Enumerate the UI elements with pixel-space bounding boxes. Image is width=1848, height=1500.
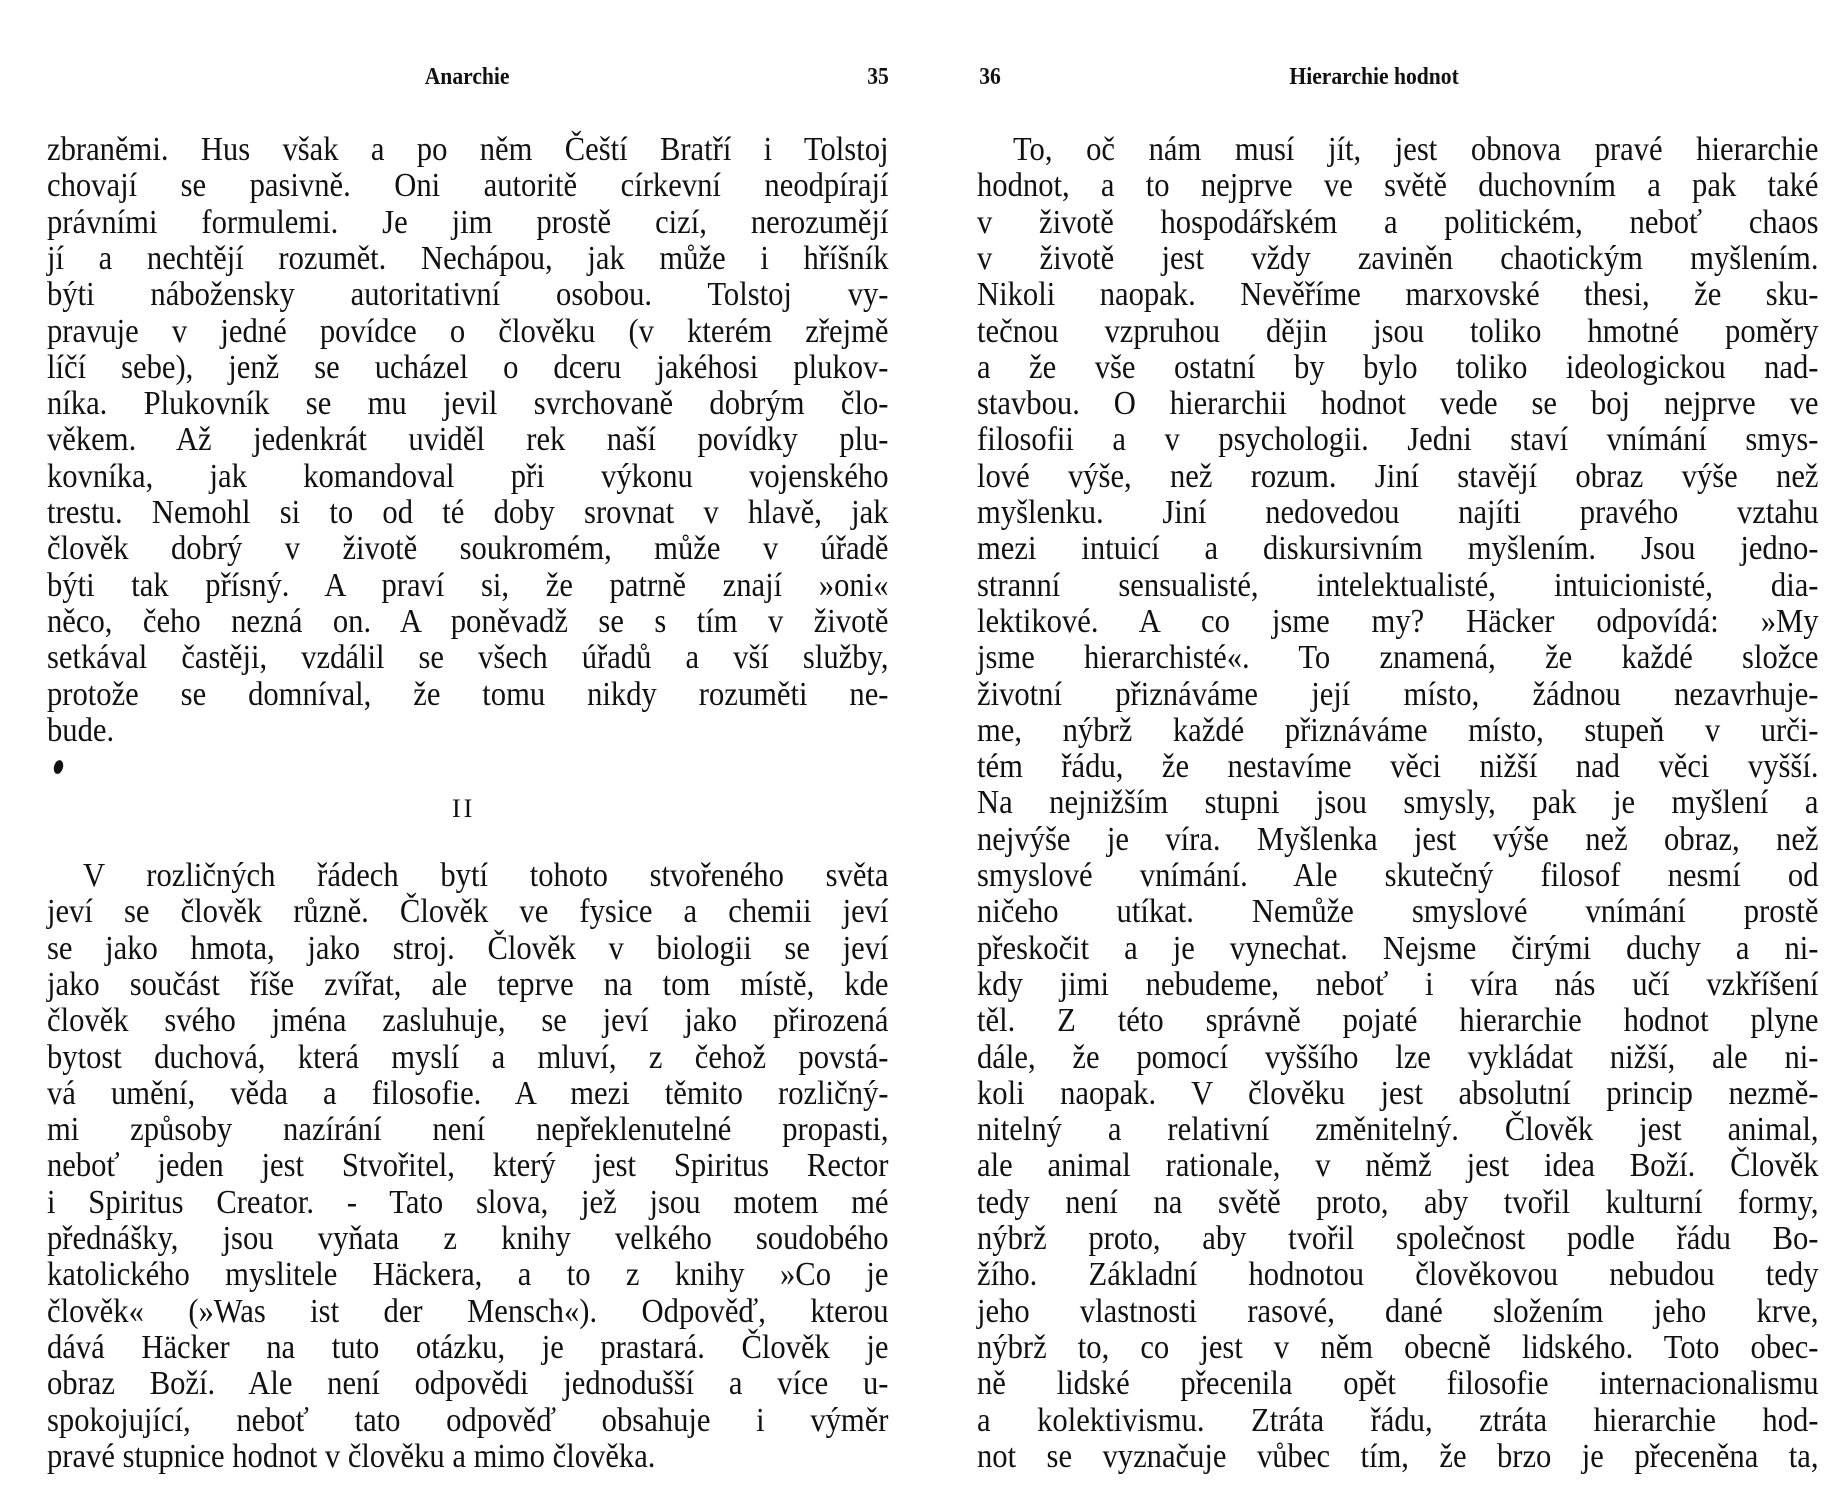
text-line: V rozličných řádech bytí tohoto stvořeného světa [83,857,889,894]
text-line: myšlenku. Jiní nedovedou najíti pravého vztahu [977,494,1819,531]
text-line: kdy jimi nebudeme, neboť i víra nás učí vzkříšení [977,965,1819,1003]
text-line: kovníka, jak komandoval při výkonu vojenského [47,457,889,495]
text-line: ničeho utíkat. Nemůže smyslové vnímání prostě [977,893,1819,931]
text-line: jeví se člověk různě. Člověk ve fysice a chemii jeví [47,893,889,931]
text-line: not se vyznačuje vůbec tím, že brzo je přeceněna ta, [977,1437,1819,1475]
text-line: a že vše ostatní by bylo toliko ideologickou nad- [977,348,1819,386]
text-line: obraz Boží. Ale není odpovědi jednodušší a více u- [47,1365,889,1403]
text-line: něco, čeho nezná on. A poněvadž se s tím v životě [47,602,889,640]
text-line: me, nýbrž každé přiznáváme místo, stupeň v urči- [977,711,1819,749]
text-line: jsme hierarchisté«. To znamená, že každé složce [977,639,1819,677]
text-line: jako součást říše zvířat, ale teprve na tom místě, kde [47,965,889,1003]
text-line: pravuje v jedné povídce o člověku (v kterém zřejmě [47,312,889,350]
text-line: tém řádu, že nestavíme věci nižší nad věci vyšší. [977,748,1819,786]
text-line: dále, že pomocí vyššího lze vykládat nižší, ale ni- [977,1038,1819,1076]
text-line: hodnot, a to nejprve ve světě duchovním a pak také [977,167,1819,205]
text-line: těl. Z této správně pojaté hierarchie hodnot plyne [977,1002,1819,1040]
right-page [977,0,1819,1500]
text-line: katolického myslitele Häckera, a to z knihy »Co je [47,1256,889,1294]
text-line: nitelný a relativní změnitelný. Člověk jest animal, [977,1111,1819,1149]
left-running-head: Anarchie [424,64,510,90]
text-line: v životě hospodářském a politickém, neboť chaos [977,203,1819,241]
text-line: vá umění, věda a filosofie. A mezi těmito rozličný- [47,1074,889,1112]
text-line: nýbrž proto, aby tvořil společnost podle řádu Bo- [977,1220,1819,1257]
text-line: nejvýše je víra. Myšlenka jest výše než obraz, než [977,820,1819,858]
left-page [47,0,889,1500]
text-line: Nikoli naopak. Nevěříme marxovské thesi, že sku- [977,276,1819,314]
text-line: býti nábožensky autoritativní osobou. Tolstoj vy- [47,276,889,314]
text-line: lové výše, než rozum. Jiní stavějí obraz výše než [977,457,1819,495]
text-line: neboť jeden jest Stvořitel, který jest Spiritus Rector [47,1147,889,1185]
text-line: přeskočit a je vynechat. Nejsme čirými duchy a ni- [977,929,1819,967]
text-line: bytost duchová, která myslí a mluví, z čehož povstá- [47,1038,889,1076]
text-line: životní přiznáváme její místo, žádnou nezavrhuje- [977,675,1819,713]
text-line: i Spiritus Creator. - Tato slova, jež jsou motem mé [47,1183,889,1221]
text-line: právními formulemi. Je jim prostě cizí, nerozumějí [47,203,889,241]
text-line: žího. Základní hodnotou člověkovou nebudou tedy [977,1256,1819,1294]
text-line: mi způsoby nazírání není nepřeklenutelné propasti, [47,1111,889,1149]
text-line: věkem. Až jedenkrát uviděl rek naší povídky plu- [47,421,889,459]
text-line: trestu. Nemohl si to od té doby srovnat v hlavě, jak [47,494,889,531]
text-line: člověk« (»Was ist der Mensch«). Odpověď, kterou [47,1292,889,1330]
text-line: ale animal rationale, v němž jest idea Boží. Člověk [977,1147,1819,1185]
text-line: To, oč nám musí jít, jest obnova pravé hierarchie [1013,131,1819,168]
text-line: smyslové vnímání. Ale skutečný filosof nesmí od [977,857,1819,894]
text-line: člověk dobrý v životě soukromém, může v úřadě [47,530,889,568]
text-line: pravé stupnice hodnot v člověku a mimo člověka. [47,1437,656,1475]
text-line: člověk svého jména zasluhuje, se jeví jako přirozená [47,1002,889,1040]
section-heading: II [452,794,476,823]
text-line: koli naopak. V člověku jest absolutní princip nezmě- [977,1074,1819,1112]
text-line: zbraněmi. Hus však a po něm Čeští Bratří i Tolstoj [47,131,889,168]
left-page-number: 35 [867,64,889,90]
text-line: chovají se pasivně. Oni autoritě církevní neodpírají [47,167,889,205]
text-line: tedy není na světě proto, aby tvořil kulturní formy, [977,1183,1819,1221]
text-line: spokojující, neboť tato odpověď obsahuje i výměr [47,1401,889,1439]
text-line: tečnou vzpruhou dějin jsou toliko hmotné poměry [977,312,1819,350]
text-line: v životě jest vždy zaviněn chaotickým myšlením. [977,239,1819,277]
text-line: filosofii a v psychologii. Jedni staví vnímání smys- [977,421,1819,459]
text-line: Na nejnižším stupni jsou smysly, pak je myšlení a [977,784,1819,822]
text-line: protože se domníval, že tomu nikdy rozuměti ne- [47,675,889,713]
text-line: přednášky, jsou vyňata z knihy velkého soudobého [47,1220,889,1257]
text-line: stavbou. O hierarchii hodnot vede se boj nejprve ve [977,385,1819,423]
text-line: níka. Plukovník se mu jevil svrchovaně dobrým člo- [47,385,889,423]
text-line: nýbrž to, co jest v něm obecně lidského. Toto obec- [977,1328,1819,1366]
text-line: jeho vlastnosti rasové, dané složením jeho krve, [977,1292,1819,1330]
text-line: líčí sebe), jenž se ucházel o dceru jakéhosi plukov- [47,348,889,386]
text-line: býti tak přísný. A praví si, že patrně znají »oni« [47,566,889,604]
right-running-head: Hierarchie hodnot [1289,64,1459,90]
text-line: mezi intuicí a diskursivním myšlením. Jsou jedno- [977,530,1819,568]
text-line: a kolektivismu. Ztráta řádu, ztráta hierarchie hod- [977,1401,1819,1439]
text-line: bude. [47,711,115,749]
right-page-number: 36 [979,64,1001,90]
text-line: jí a nechtějí rozumět. Nechápou, jak může i hříšník [47,239,889,277]
text-line: stranní sensualisté, intelektualisté, intuicionisté, dia- [977,566,1819,604]
text-line: lektikové. A co jsme my? Häcker odpovídá: »My [977,602,1819,640]
text-line: dává Häcker na tuto otázku, je prastará. Člověk je [47,1328,889,1366]
text-line: se jako hmota, jako stroj. Člověk v biologii se jeví [47,929,889,967]
text-line: setkával častěji, vzdálil se všech úřadů a vší služby, [47,639,889,677]
text-line: ně lidské přecenila opět filosofie internacionalismu [977,1365,1819,1403]
